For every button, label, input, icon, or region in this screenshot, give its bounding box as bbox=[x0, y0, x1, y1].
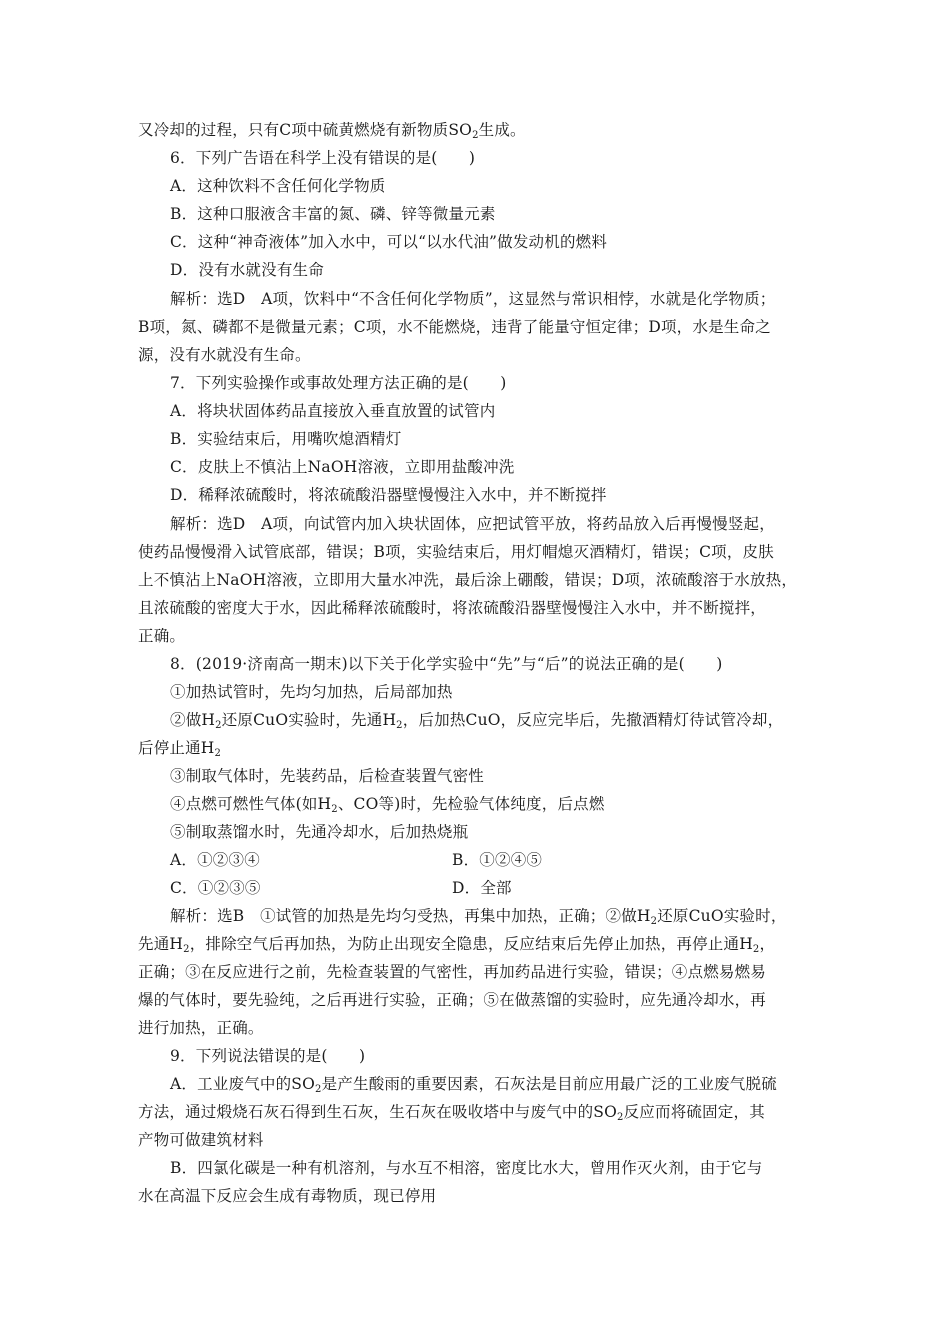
text-segment: 反应而将硫固定，其 bbox=[623, 1103, 765, 1121]
text-line bbox=[138, 990, 766, 1010]
text-line bbox=[170, 1046, 365, 1066]
text-segment: 产物可做建筑材料 bbox=[138, 1131, 264, 1149]
text-line bbox=[170, 682, 453, 702]
text-line bbox=[138, 345, 311, 365]
subscript: 2 bbox=[752, 944, 760, 955]
subscript: 2 bbox=[650, 916, 658, 927]
text-segment: 7．下列实验操作或事故处理方法正确的是( ) bbox=[170, 374, 507, 392]
text-segment: 进行加热，正确。 bbox=[138, 1019, 264, 1037]
text-segment: 6．下列广告语在科学上没有错误的是( ) bbox=[170, 149, 476, 167]
text-segment: C．①②③⑤ bbox=[170, 879, 261, 897]
text-line bbox=[170, 148, 475, 168]
text-line bbox=[170, 710, 783, 730]
text-line bbox=[138, 738, 221, 758]
text-line bbox=[138, 542, 774, 562]
text-segment: 爆的气体时，要先验纯，之后再进行实验，正确；⑤在做蒸馏的实验时，应先通冷却水，再 bbox=[138, 991, 767, 1009]
text-segment: 还原CuO实验时， bbox=[657, 907, 787, 925]
text-line bbox=[138, 120, 526, 140]
text-line bbox=[170, 794, 605, 814]
text-segment: D．稀释浓硫酸时，将浓硫酸沿器壁慢慢注入水中，并不断搅拌 bbox=[170, 486, 607, 504]
subscript: 2 bbox=[315, 1084, 322, 1095]
text-segment: A．将块状固体药品直接放入垂直放置的试管内 bbox=[170, 402, 496, 420]
text-line bbox=[170, 906, 787, 926]
text-line bbox=[170, 1074, 777, 1094]
text-segment: B．①②④⑤ bbox=[452, 851, 543, 869]
text-line bbox=[170, 176, 386, 196]
text-segment: ④点燃可燃性气体(如H bbox=[170, 795, 332, 813]
text-segment: 源，没有水就没有生命。 bbox=[138, 346, 311, 364]
text-line bbox=[138, 934, 775, 954]
text-line bbox=[170, 260, 324, 280]
text-segment: D．全部 bbox=[452, 879, 512, 897]
subscript: 2 bbox=[396, 720, 403, 731]
text-segment: ②做H bbox=[170, 711, 216, 729]
text-line bbox=[170, 232, 607, 252]
subscript: 2 bbox=[617, 1112, 624, 1123]
text-segment: 方法，通过煅烧石灰石得到生石灰，生石灰在吸收塔中与废气中的SO bbox=[138, 1103, 618, 1121]
text-line bbox=[170, 204, 496, 224]
text-segment: ， bbox=[759, 935, 776, 953]
text-line bbox=[138, 570, 797, 590]
text-segment: A．工业废气中的SO bbox=[170, 1075, 316, 1093]
text-line bbox=[138, 1130, 264, 1150]
text-line bbox=[138, 598, 766, 618]
text-line bbox=[170, 373, 507, 393]
text-line bbox=[452, 850, 542, 870]
text-segment: 还原CuO实验时，先通H bbox=[221, 711, 397, 729]
text-line bbox=[170, 485, 607, 505]
text-line bbox=[170, 429, 401, 449]
subscript: 2 bbox=[215, 720, 222, 731]
text-segment: C．皮肤上不慎沾上NaOH溶液，立即用盐酸冲洗 bbox=[170, 458, 515, 476]
text-segment: B．实验结束后，用嘴吹熄酒精灯 bbox=[170, 430, 402, 448]
text-line bbox=[170, 850, 260, 870]
text-line bbox=[170, 878, 261, 898]
text-segment: ⑤制取蒸馏水时，先通冷却水，后加热烧瓶 bbox=[170, 823, 469, 841]
subscript: 2 bbox=[472, 130, 479, 141]
text-segment: A．这种饮料不含任何化学物质 bbox=[170, 177, 386, 195]
text-segment: 正确；③在反应进行之前，先检查装置的气密性，再加药品进行实验，错误；④点燃易燃易 bbox=[138, 963, 767, 981]
text-segment: B．四氯化碳是一种有机溶剂，与水互不相溶，密度比水大，曾用作灭火剂，由于它与 bbox=[170, 1159, 763, 1177]
text-segment: 先通H bbox=[138, 935, 184, 953]
text-line bbox=[138, 1186, 436, 1206]
text-segment: 又冷却的过程，只有C项中硫黄燃烧有新物质SO bbox=[138, 121, 473, 139]
text-segment: 上不慎沾上NaOH溶液，立即用大量水冲洗，最后涂上硼酸，错误；D项，浓硫酸溶于水放热， bbox=[138, 571, 798, 589]
text-line bbox=[138, 317, 771, 337]
text-segment: 解析：选D A项，饮料中“不含任何化学物质”，这显然与常识相悖，水就是化学物质； bbox=[170, 290, 776, 308]
text-segment: 生成。 bbox=[478, 121, 526, 139]
text-segment: 且浓硫酸的密度大于水，因此稀释浓硫酸时，将浓硫酸沿器壁慢慢注入水中，并不断搅拌， bbox=[138, 599, 767, 617]
text-segment: 、CO等)时，先检验气体纯度，后点燃 bbox=[337, 795, 605, 813]
text-line bbox=[138, 962, 766, 982]
text-line bbox=[138, 1102, 765, 1122]
text-segment: ，排除空气后再加热，为防止出现安全隐患，反应结束后先停止加热，再停止通H bbox=[189, 935, 753, 953]
text-segment: D．没有水就没有生命 bbox=[170, 261, 324, 279]
text-segment: 水在高温下反应会生成有毒物质，现已停用 bbox=[138, 1187, 437, 1205]
text-segment: 后停止通H bbox=[138, 739, 215, 757]
text-line bbox=[170, 654, 723, 674]
text-segment: 解析：选B ①试管的加热是先均匀受热，再集中加热，正确；②做H bbox=[170, 907, 651, 925]
text-segment: B．这种口服液含丰富的氮、磷、锌等微量元素 bbox=[170, 205, 496, 223]
text-segment: 9．下列说法错误的是( ) bbox=[170, 1047, 366, 1065]
text-segment: 使药品慢慢滑入试管底部，错误；B项，实验结束后，用灯帽熄灭酒精灯，错误；C项，皮肤 bbox=[138, 543, 774, 561]
text-line bbox=[170, 457, 515, 477]
text-line bbox=[170, 1158, 763, 1178]
text-segment: ③制取气体时，先装药品，后检查装置气密性 bbox=[170, 767, 485, 785]
text-segment: A．①②③④ bbox=[170, 851, 260, 869]
text-line bbox=[170, 514, 775, 534]
text-line bbox=[452, 878, 512, 898]
text-segment: B项，氮、磷都不是微量元素；C项，水不能燃烧，违背了能量守恒定律；D项，水是生命之 bbox=[138, 318, 771, 336]
subscript: 2 bbox=[214, 748, 222, 759]
text-line bbox=[170, 822, 468, 842]
text-line bbox=[138, 1018, 264, 1038]
text-line bbox=[170, 289, 775, 309]
subscript: 2 bbox=[331, 804, 338, 815]
text-line bbox=[138, 626, 185, 646]
text-segment: ，后加热CuO，反应完毕后，先撤酒精灯待试管冷却， bbox=[402, 711, 784, 729]
text-segment: ①加热试管时，先均匀加热，后局部加热 bbox=[170, 683, 453, 701]
text-segment: 正确。 bbox=[138, 627, 186, 645]
text-segment: 8．(2019·济南高一期末)以下关于化学实验中“先”与“后”的说法正确的是( ) bbox=[170, 655, 723, 673]
text-segment: C．这种“神奇液体”加入水中，可以“以水代油”做发动机的燃料 bbox=[170, 233, 608, 251]
text-segment: 是产生酸雨的重要因素，石灰法是目前应用最广泛的工业废气脱硫 bbox=[321, 1075, 777, 1093]
text-segment: 解析：选D A项，向试管内加入块状固体，应把试管平放，将药品放入后再慢慢竖起， bbox=[170, 515, 775, 533]
text-line bbox=[170, 401, 495, 421]
subscript: 2 bbox=[183, 944, 190, 955]
text-line bbox=[170, 766, 484, 786]
